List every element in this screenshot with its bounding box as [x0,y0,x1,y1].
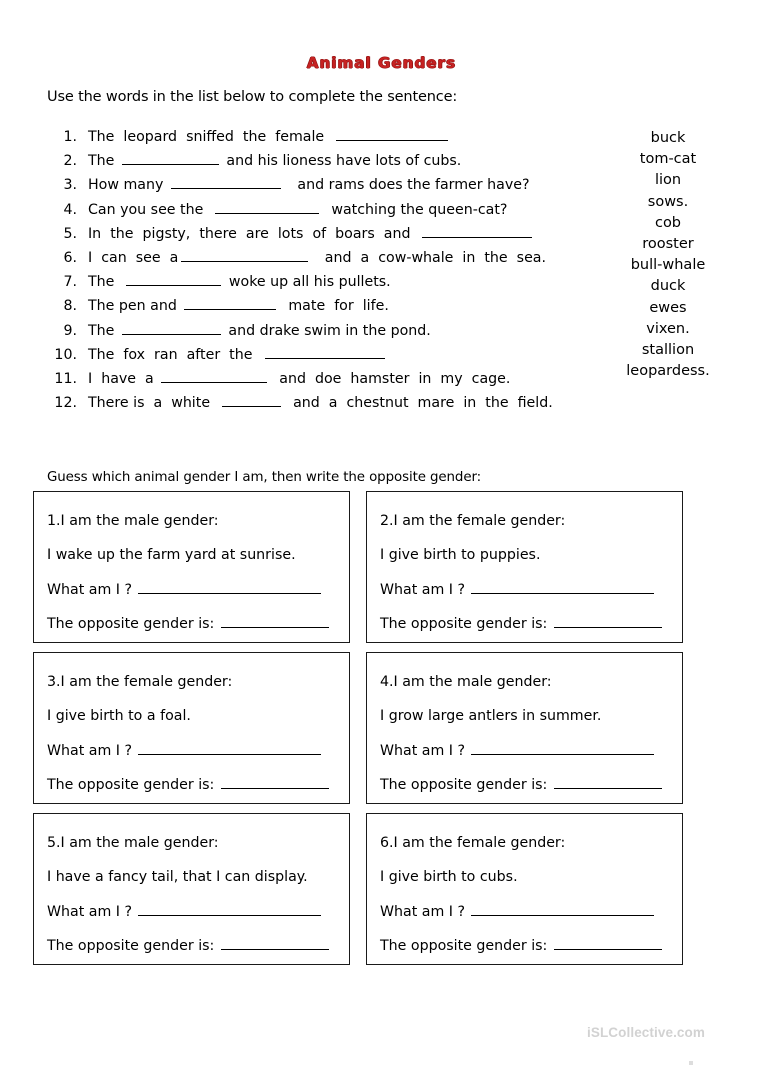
sentence-row [47,272,592,296]
sentence-text-after: woke up all his pullets. [224,274,391,291]
sentence-text-after: and a cow-whale in the sea. [311,249,546,266]
riddle-opposite-label: The opposite gender is: [380,777,548,794]
sentence-text [88,393,553,411]
sentence-row [47,321,592,345]
watermark-islcollective: iSLCollective.com [587,1025,705,1040]
sentence-text-before: The [88,322,119,339]
riddle-opposite-label: The opposite gender is: [47,777,215,794]
riddle-opposite-blank[interactable] [554,775,662,789]
answer-blank[interactable] [126,272,221,286]
sentence-text [88,200,507,218]
sentence-text-before: How many [88,177,168,194]
riddle-heading: 2.I am the female gender: [380,513,566,529]
sentence-text-before: Can you see the [88,201,213,218]
riddle-question-row [47,734,335,768]
riddle-opposite-label: The opposite gender is: [380,938,548,955]
riddle-question-label: What am I ? [47,742,133,759]
answer-blank[interactable] [222,393,281,407]
sentence-number: 7. [63,274,77,291]
sentence-number: 6. [63,249,77,266]
answer-blank[interactable] [181,248,308,262]
sentence-number: 12. [54,395,77,412]
sentence-row [47,345,592,369]
riddle-card [33,491,350,643]
riddle-clue: I give birth to a foal. [47,708,191,725]
riddle-card [33,652,350,804]
riddle-opposite-label: The opposite gender is: [47,938,215,955]
word-bank-item[interactable]: buck [650,130,686,146]
sentence-text-after: and his lioness have lots of cubs. [221,153,462,170]
riddle-heading: 1.I am the male gender: [47,513,219,529]
sentence-text-after: watching the queen-cat? [322,201,508,218]
riddle-opposite-row [47,929,335,963]
sentence-number: 2. [63,153,77,170]
riddle-question-row [380,895,668,929]
word-bank-item[interactable]: tom-cat [639,151,697,168]
riddle-question-label: What am I ? [380,742,466,759]
word-bank-item[interactable]: bull-whale [630,257,706,274]
sentence-text [88,296,389,314]
riddle-question-blank[interactable] [138,741,321,755]
sentence-text-before: The [88,153,119,170]
riddle-question-label: What am I ? [47,581,133,598]
sentence-text-before: The fox ran after the [88,346,262,363]
riddle-opposite-row [47,607,335,641]
riddle-opposite-label: The opposite gender is: [47,616,215,633]
sentence-number: 8. [63,298,77,315]
sentence-text [88,345,388,363]
riddle-question-blank[interactable] [138,902,321,916]
sentence-text-after: and rams does the farmer have? [283,177,530,194]
riddle-question-blank[interactable] [471,741,654,755]
word-bank-item[interactable]: leopardess. [626,363,710,380]
instruction-guess-gender: Guess which animal gender I am, then write the opposite gender: [47,470,482,485]
word-bank-item[interactable]: ewes [649,299,687,316]
riddle-heading: 4.I am the male gender: [380,674,552,690]
riddle-question-blank[interactable] [138,580,321,594]
riddle-question-row [47,895,335,929]
riddle-card-grid [33,491,683,965]
sentence-row [47,369,592,393]
riddle-clue: I have a fancy tail, that I can display. [47,869,308,886]
page-title: Animal Genders [306,54,457,72]
riddle-card [33,813,350,965]
riddle-question-label: What am I ? [380,581,466,598]
sentence-text [88,127,451,145]
answer-blank[interactable] [215,200,319,214]
answer-blank[interactable] [422,224,532,238]
instruction-complete-sentence: Use the words in the list below to complete the sentence: [47,89,458,105]
sentence-row [47,127,592,151]
sentence-row [47,248,592,272]
answer-blank[interactable] [336,127,448,141]
answer-blank[interactable] [161,369,267,383]
riddle-card [366,652,683,804]
riddle-heading: 3.I am the female gender: [47,674,233,690]
sentence-number: 5. [63,225,77,242]
riddle-opposite-blank[interactable] [221,614,329,628]
sentence-text-before: The leopard sniffed the female [88,129,334,145]
word-bank-item[interactable]: cob [654,214,682,231]
sentence-text-before: In the pigsty, there are lots of boars and [88,225,420,242]
riddle-opposite-blank[interactable] [221,775,329,789]
riddle-opposite-blank[interactable] [554,936,662,950]
riddle-question-label: What am I ? [380,903,466,920]
riddle-heading: 6.I am the female gender: [380,835,566,851]
riddle-opposite-blank[interactable] [554,614,662,628]
sentence-text-before: The pen and [88,298,182,315]
sentence-text [88,175,529,193]
sentence-text [88,321,431,339]
sentence-row [47,175,592,199]
word-bank-item[interactable]: sows. [647,193,689,210]
sentence-number: 10. [54,346,77,363]
sentence-text [88,248,546,266]
answer-blank[interactable] [122,151,219,165]
riddle-opposite-label: The opposite gender is: [380,616,548,633]
sentence-exercise-list [47,127,592,417]
word-bank-list [598,128,738,382]
riddle-question-blank[interactable] [471,580,654,594]
riddle-clue: I give birth to puppies. [380,547,541,564]
sentence-row [47,393,592,417]
sentence-row [47,224,592,248]
sentence-text-before: I have a [88,370,159,387]
riddle-heading: 5.I am the male gender: [47,835,219,851]
riddle-question-label: What am I ? [47,903,133,920]
sentence-text-after: and doe hamster in my cage. [270,370,511,387]
word-bank-item[interactable]: vixen. [646,320,690,337]
sentence-number: 1. [63,129,77,145]
word-bank-item[interactable]: rooster [642,236,694,253]
riddle-opposite-blank[interactable] [221,936,329,950]
sentence-number: 4. [63,201,77,218]
sentence-text [88,272,391,290]
word-bank-item[interactable]: lion [654,172,682,189]
riddle-question-row [380,734,668,768]
sentence-number: 9. [63,322,77,339]
riddle-opposite-row [380,768,668,802]
riddle-clue: I grow large antlers in summer. [380,708,602,725]
sentence-text-after: mate for life. [279,298,389,315]
riddle-question-row [380,573,668,607]
riddle-card [366,813,683,965]
sentence-text-before: There is a white [88,395,220,412]
riddle-question-blank[interactable] [471,902,654,916]
riddle-opposite-row [380,607,668,641]
riddle-opposite-row [380,929,668,963]
sentence-row [47,200,592,224]
answer-blank[interactable] [265,345,385,359]
riddle-card [366,491,683,643]
riddle-clue: I give birth to cubs. [380,869,518,886]
riddle-clue: I wake up the farm yard at sunrise. [47,547,296,564]
sentence-text-after: and a chestnut mare in the field. [284,395,553,412]
sentence-number: 11. [54,370,77,387]
sentence-row [47,151,592,175]
riddle-question-row [47,573,335,607]
answer-blank[interactable] [184,296,276,310]
sentence-text-before: I can see a [88,249,179,266]
answer-blank[interactable] [122,321,221,335]
corner-dot-mark [689,1061,693,1065]
sentence-number: 3. [63,177,77,194]
sentence-text [88,151,461,169]
word-bank-item[interactable]: duck [650,278,686,295]
word-bank-item[interactable]: stallion [641,342,695,359]
sentence-text [88,224,535,242]
sentence-text [88,369,510,387]
sentence-text-after: and drake swim in the pond. [223,322,431,339]
answer-blank[interactable] [171,175,281,189]
sentence-row [47,296,592,320]
riddle-opposite-row [47,768,335,802]
sentence-text-before: The [88,274,124,291]
